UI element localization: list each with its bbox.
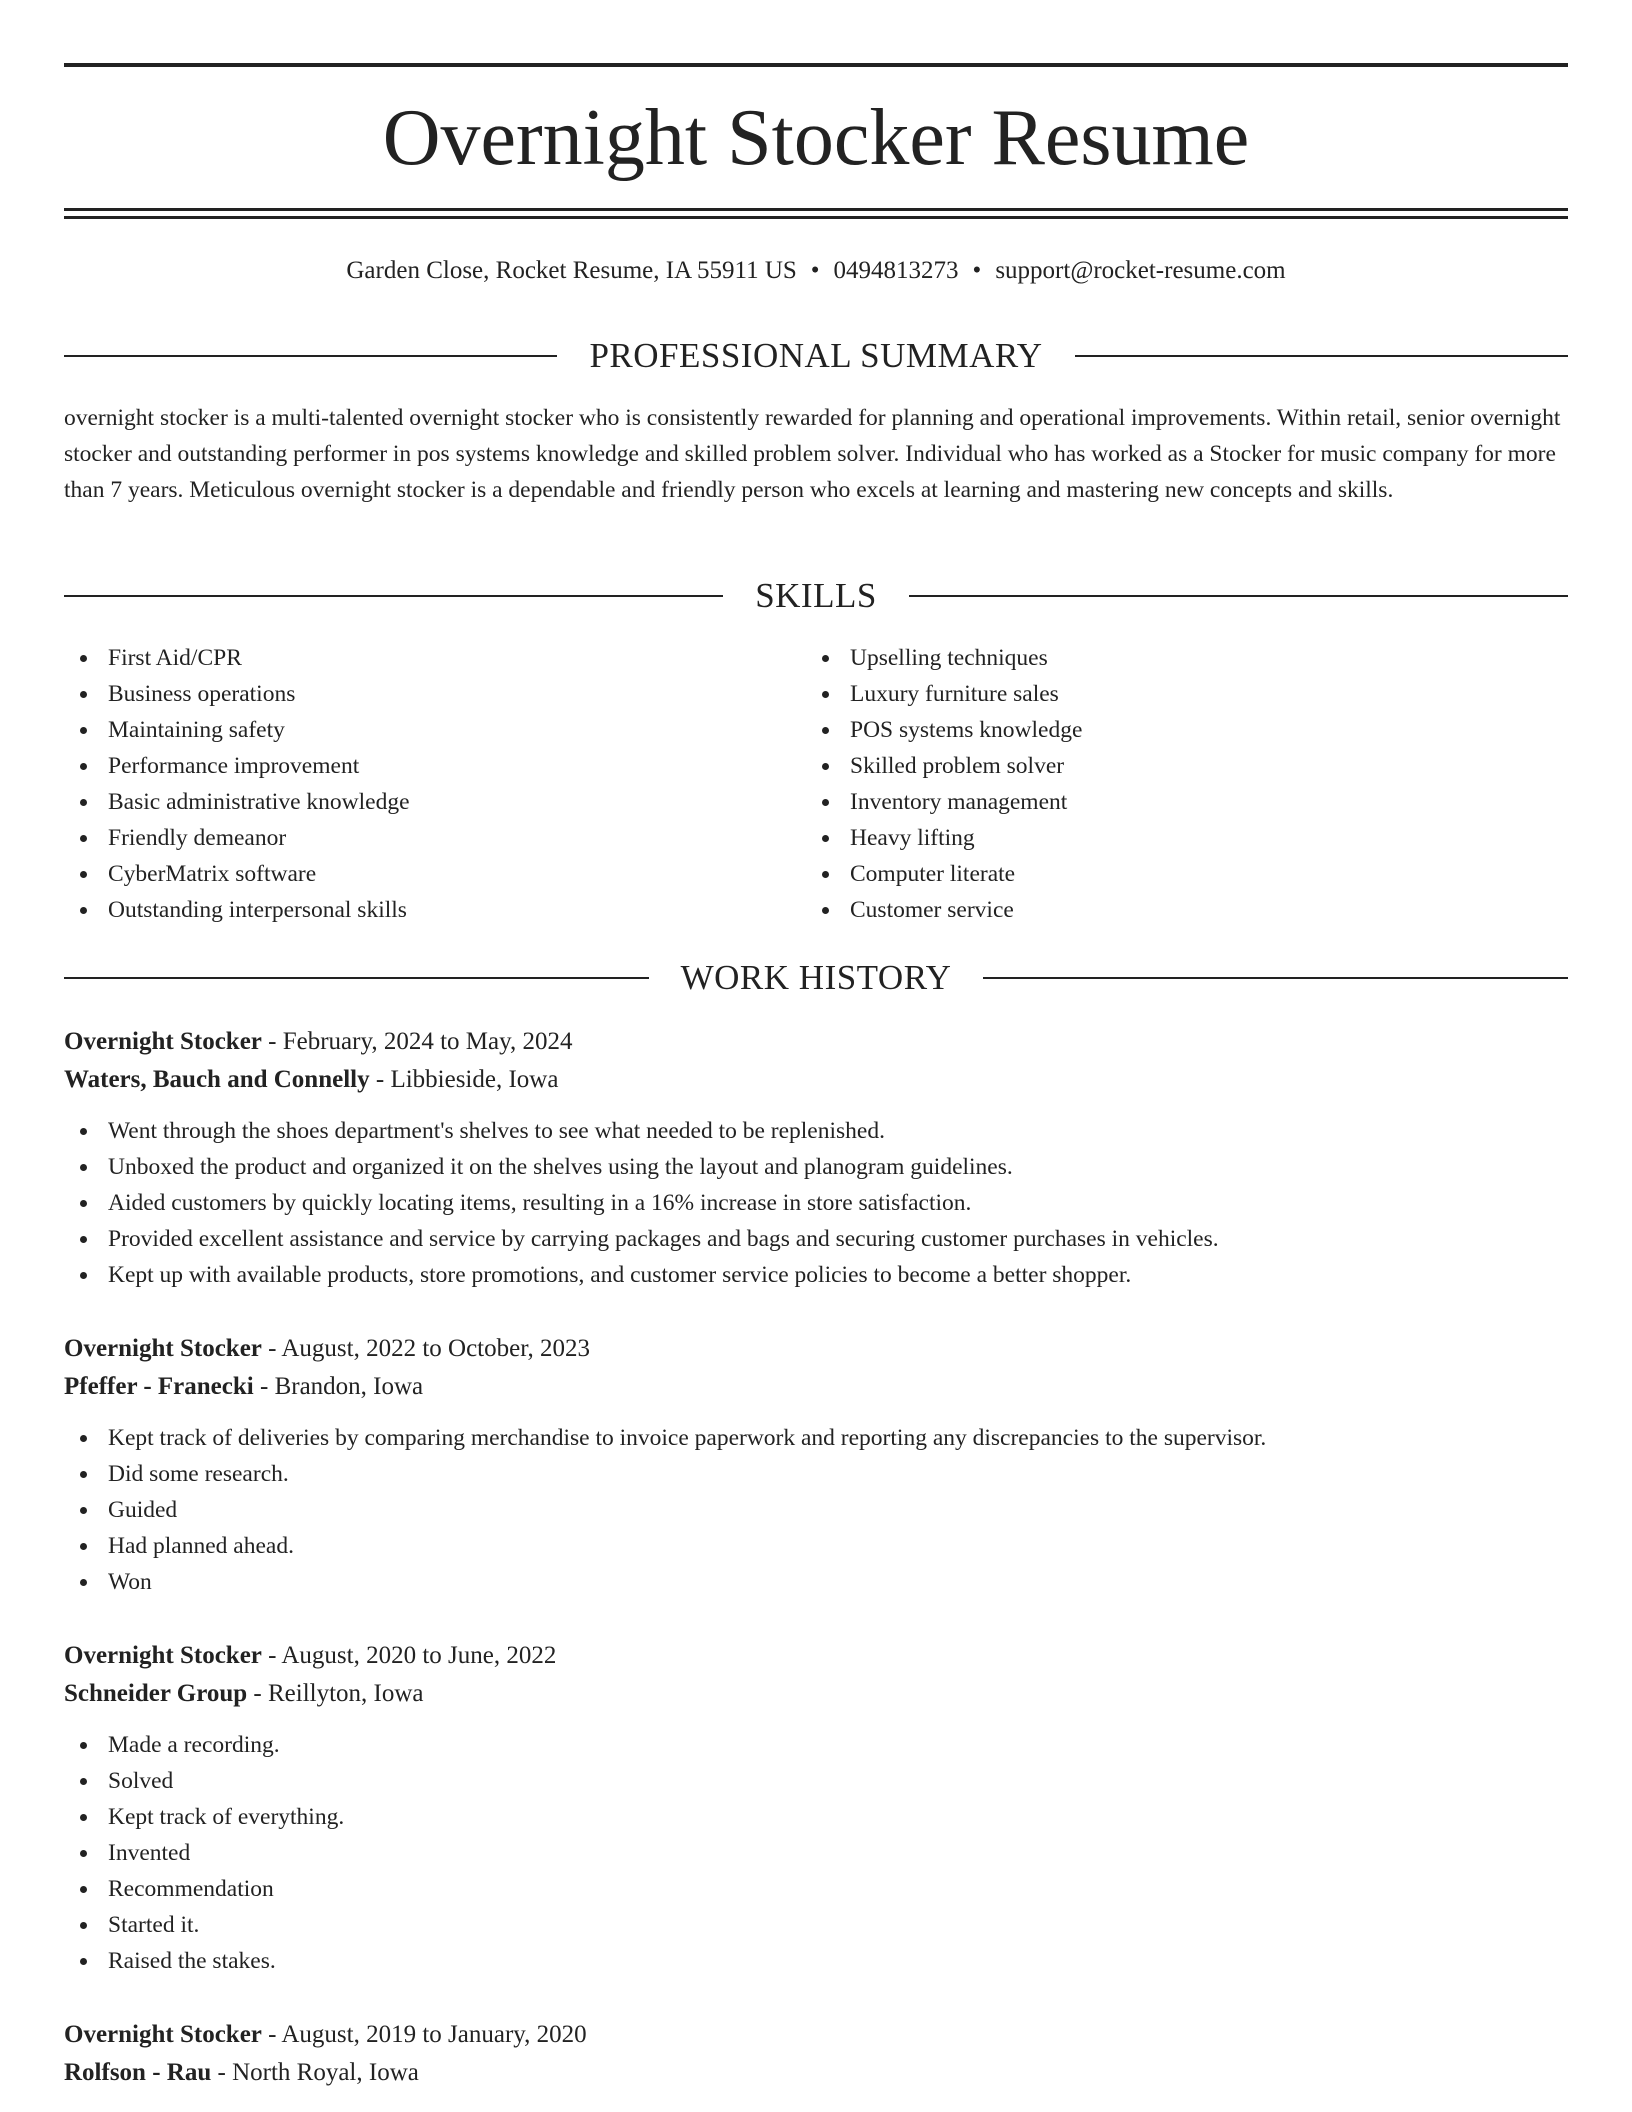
job-company: Schneider Group xyxy=(64,1680,248,1707)
job-company: Rolfson - Rau xyxy=(64,2059,212,2086)
summary-text: overnight stocker is a multi-talented overnight stocker who is consistently rewarded for planning and operational improvements. Within retail, senior overnight stocker and outstanding performer in pos systems knowledge and skilled problem solver. Individual who has worked as a Stocker for music company for more than 7 years. Meticulous overnight stocker is a dependable and friendly person who excels at learning and mastering new concepts and skills. xyxy=(64,405,1561,503)
contact-email: support@rocket-resume.com xyxy=(995,257,1286,284)
job-bullet: Guided xyxy=(64,1492,1568,1528)
title-double-rule-upper xyxy=(64,208,1568,211)
skill-item: POS systems knowledge xyxy=(806,712,1546,748)
skill-item: Outstanding interpersonal skills xyxy=(64,892,804,928)
document-title: Overnight Stocker Resume xyxy=(382,94,1250,182)
skill-item: Skilled problem solver xyxy=(806,748,1546,784)
skill-item: CyberMatrix software xyxy=(64,856,804,892)
contact-phone: 0494813273 xyxy=(833,257,959,284)
skills-heading: SKILLS xyxy=(755,576,877,615)
contact-line xyxy=(64,255,1568,287)
skill-item: Business operations xyxy=(64,676,804,712)
contact-address: Garden Close, Rocket Resume, IA 55911 US xyxy=(346,257,797,284)
top-rule xyxy=(64,63,1568,67)
job-bullet: Raised the stakes. xyxy=(64,1943,1568,1979)
title-double-rule-lower xyxy=(64,216,1568,219)
work-heading-row xyxy=(64,958,1568,998)
job-bullet: Won xyxy=(64,1564,1568,1600)
job-entry xyxy=(64,1637,1568,1979)
job-company: Pfeffer - Franecki xyxy=(64,1373,254,1400)
job-entry xyxy=(64,2016,1568,2092)
skill-item: Computer literate xyxy=(806,856,1546,892)
heading-rule xyxy=(983,977,1568,979)
job-bullet: Provided excellent assistance and service by carrying packages and bags and securing customer purchases in vehicles. xyxy=(64,1221,1568,1257)
skills-list-right xyxy=(806,640,1546,928)
job-bullet: Invented xyxy=(64,1835,1568,1871)
job-location: North Royal, Iowa xyxy=(232,2059,419,2086)
job-dates: August, 2020 to June, 2022 xyxy=(281,1642,557,1669)
job-title: Overnight Stocker xyxy=(64,1642,262,1669)
job-bullet: Unboxed the product and organized it on the shelves using the layout and planogram guidelines. xyxy=(64,1149,1568,1185)
job-bullet: Did some research. xyxy=(64,1456,1568,1492)
job-bullet: Had planned ahead. xyxy=(64,1528,1568,1564)
job-location: Brandon, Iowa xyxy=(274,1373,424,1400)
job-bullets xyxy=(64,1113,1568,1293)
skill-item: Maintaining safety xyxy=(64,712,804,748)
job-title-line: Overnight Stocker - August, 2019 to January, 2020 xyxy=(64,2021,587,2048)
job-bullet: Recommendation xyxy=(64,1871,1568,1907)
skill-item: Inventory management xyxy=(806,784,1546,820)
job-bullet: Aided customers by quickly locating items, resulting in a 16% increase in store satisfaction. xyxy=(64,1185,1568,1221)
job-title-line: Overnight Stocker - August, 2020 to June, 2022 xyxy=(64,1642,557,1669)
skills-heading-row xyxy=(64,576,1568,616)
job-bullet: Went through the shoes department's shelves to see what needed to be replenished. xyxy=(64,1113,1568,1149)
job-company-line: Schneider Group - Reillyton, Iowa xyxy=(64,1680,424,1707)
job-company-line: Waters, Bauch and Connelly - Libbieside, Iowa xyxy=(64,1066,559,1093)
contact-separator: • xyxy=(810,257,820,284)
job-bullets xyxy=(64,1420,1568,1600)
summary-heading: PROFESSIONAL SUMMARY xyxy=(589,336,1043,375)
job-dates: February, 2024 to May, 2024 xyxy=(282,1028,573,1055)
job-title: Overnight Stocker xyxy=(64,1028,262,1055)
job-bullet: Kept track of deliveries by comparing merchandise to invoice paperwork and reporting any discrepancies to the supervisor. xyxy=(64,1420,1568,1456)
job-location: Libbieside, Iowa xyxy=(390,1066,559,1093)
job-title-line: Overnight Stocker - August, 2022 to October, 2023 xyxy=(64,1335,591,1362)
heading-rule xyxy=(64,355,557,357)
job-bullets xyxy=(64,1727,1568,1979)
job-bullet: Kept up with available products, store promotions, and customer service policies to become a better shopper. xyxy=(64,1257,1568,1293)
skill-item: Performance improvement xyxy=(64,748,804,784)
skill-item: Customer service xyxy=(806,892,1546,928)
skill-item: Upselling techniques xyxy=(806,640,1546,676)
heading-rule xyxy=(64,977,649,979)
job-title: Overnight Stocker xyxy=(64,1335,262,1362)
job-entry xyxy=(64,1330,1568,1600)
heading-rule xyxy=(64,595,723,597)
job-title-line: Overnight Stocker - February, 2024 to May, 2024 xyxy=(64,1028,573,1055)
job-company-line: Rolfson - Rau - North Royal, Iowa xyxy=(64,2059,419,2086)
job-bullet: Made a recording. xyxy=(64,1727,1568,1763)
job-company-line: Pfeffer - Franecki - Brandon, Iowa xyxy=(64,1373,424,1400)
job-location: Reillyton, Iowa xyxy=(267,1680,424,1707)
job-entry xyxy=(64,1023,1568,1293)
job-dates: August, 2019 to January, 2020 xyxy=(281,2021,587,2048)
skill-item: Luxury furniture sales xyxy=(806,676,1546,712)
job-bullet: Kept track of everything. xyxy=(64,1799,1568,1835)
job-bullet: Started it. xyxy=(64,1907,1568,1943)
skill-item: Friendly demeanor xyxy=(64,820,804,856)
job-bullet: Solved xyxy=(64,1763,1568,1799)
skill-item: First Aid/CPR xyxy=(64,640,804,676)
job-company: Waters, Bauch and Connelly xyxy=(64,1066,370,1093)
summary-heading-row xyxy=(64,336,1568,376)
job-title: Overnight Stocker xyxy=(64,2021,262,2048)
skill-item: Basic administrative knowledge xyxy=(64,784,804,820)
contact-separator: • xyxy=(972,257,982,284)
work-heading: WORK HISTORY xyxy=(680,958,952,997)
skills-list-left xyxy=(64,640,804,928)
job-dates: August, 2022 to October, 2023 xyxy=(281,1335,591,1362)
heading-rule xyxy=(1075,355,1568,357)
skill-item: Heavy lifting xyxy=(806,820,1546,856)
heading-rule xyxy=(909,595,1568,597)
